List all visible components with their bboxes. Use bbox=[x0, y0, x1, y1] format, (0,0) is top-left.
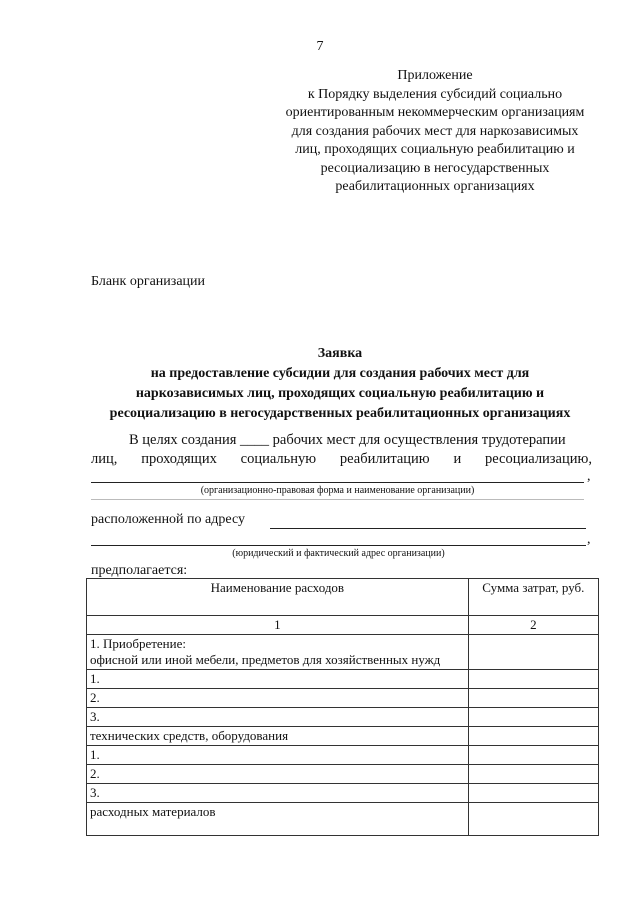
title-line: ресоциализацию в негосударственных реабилитационных организациях bbox=[109, 406, 571, 421]
table-header-row bbox=[87, 579, 599, 616]
amount-cell bbox=[468, 635, 598, 670]
header-expense-name: Наименование расходов bbox=[87, 579, 469, 616]
address-line-2 bbox=[91, 545, 586, 546]
body-word: реабилитацию bbox=[339, 451, 430, 467]
section-equipment: технических средств, оборудования bbox=[87, 727, 469, 746]
address-line bbox=[270, 528, 586, 529]
org-blank-label: Бланк организации bbox=[91, 274, 206, 289]
costs-table bbox=[86, 578, 599, 836]
table-row bbox=[87, 803, 599, 836]
amount-cell bbox=[468, 803, 598, 836]
address-line-comma: , bbox=[587, 532, 591, 547]
header-amount: Сумма затрат, руб. bbox=[468, 579, 598, 616]
body-word: проходящих bbox=[141, 451, 217, 467]
table-row bbox=[87, 746, 599, 765]
item-number: 2. bbox=[87, 765, 469, 784]
body-word: ресоциализацию, bbox=[485, 451, 592, 467]
item-number: 1. bbox=[87, 746, 469, 765]
col-number: 2 bbox=[468, 616, 598, 635]
org-name-hint: (организационно-правовая форма и наименование организации) bbox=[200, 485, 475, 496]
document-title bbox=[80, 344, 600, 424]
amount-cell bbox=[468, 727, 598, 746]
appendix-line: ресоциализацию в негосударственных bbox=[320, 160, 550, 176]
separator-line bbox=[91, 499, 584, 500]
title-heading: Заявка bbox=[317, 346, 363, 361]
item-number: 3. bbox=[87, 708, 469, 727]
section-purchase-title: 1. Приобретение: bbox=[90, 636, 186, 651]
amount-cell bbox=[468, 784, 598, 803]
section-purchase bbox=[87, 635, 469, 670]
section-consumables: расходных материалов bbox=[87, 803, 469, 836]
body-word: социальную bbox=[240, 451, 317, 467]
table-row bbox=[87, 708, 599, 727]
title-line: на предоставление субсидии для создания рабочих мест для bbox=[150, 366, 530, 381]
org-line-comma: , bbox=[587, 469, 591, 484]
table-row bbox=[87, 670, 599, 689]
address-label: расположенной по адресу bbox=[91, 512, 245, 527]
amount-cell bbox=[468, 765, 598, 784]
appendix-line: реабилитационных организациях bbox=[335, 179, 535, 194]
appendix-block bbox=[260, 67, 610, 197]
table-row bbox=[87, 784, 599, 803]
appendix-line: для создания рабочих мест для наркозависимых bbox=[291, 123, 579, 139]
body-line-2 bbox=[91, 451, 592, 468]
table-row bbox=[87, 727, 599, 746]
body-line-1: В целях создания ____ рабочих мест для осуществления трудотерапии bbox=[129, 432, 566, 448]
address-hint: (юридический и фактический адрес организации) bbox=[232, 548, 445, 559]
intro-text: предполагается: bbox=[91, 563, 188, 578]
table-row bbox=[87, 635, 599, 670]
appendix-line: лиц, проходящих социальную реабилитацию и bbox=[295, 142, 575, 157]
section-purchase-text: офисной или иной мебели, предметов для хозяйственных нужд bbox=[90, 652, 441, 667]
item-number: 2. bbox=[87, 689, 469, 708]
title-line: наркозависимых лиц, проходящих социальную реабилитацию и bbox=[135, 386, 545, 401]
body-word: и bbox=[453, 451, 462, 467]
col-number: 1 bbox=[87, 616, 469, 635]
amount-cell bbox=[468, 746, 598, 765]
appendix-line: к Порядку выделения субсидий социально bbox=[307, 86, 563, 102]
appendix-line: ориентированным некоммерческим организациям bbox=[285, 105, 585, 120]
table-row bbox=[87, 689, 599, 708]
org-name-line bbox=[91, 482, 584, 483]
appendix-heading: Приложение bbox=[397, 68, 473, 83]
item-number: 3. bbox=[87, 784, 469, 803]
item-number: 1. bbox=[87, 670, 469, 689]
body-word: лиц, bbox=[91, 451, 118, 467]
amount-cell bbox=[468, 708, 598, 727]
page-number: 7 bbox=[316, 39, 324, 54]
table-numbers-row bbox=[87, 616, 599, 635]
amount-cell bbox=[468, 670, 598, 689]
amount-cell bbox=[468, 689, 598, 708]
table-row bbox=[87, 765, 599, 784]
